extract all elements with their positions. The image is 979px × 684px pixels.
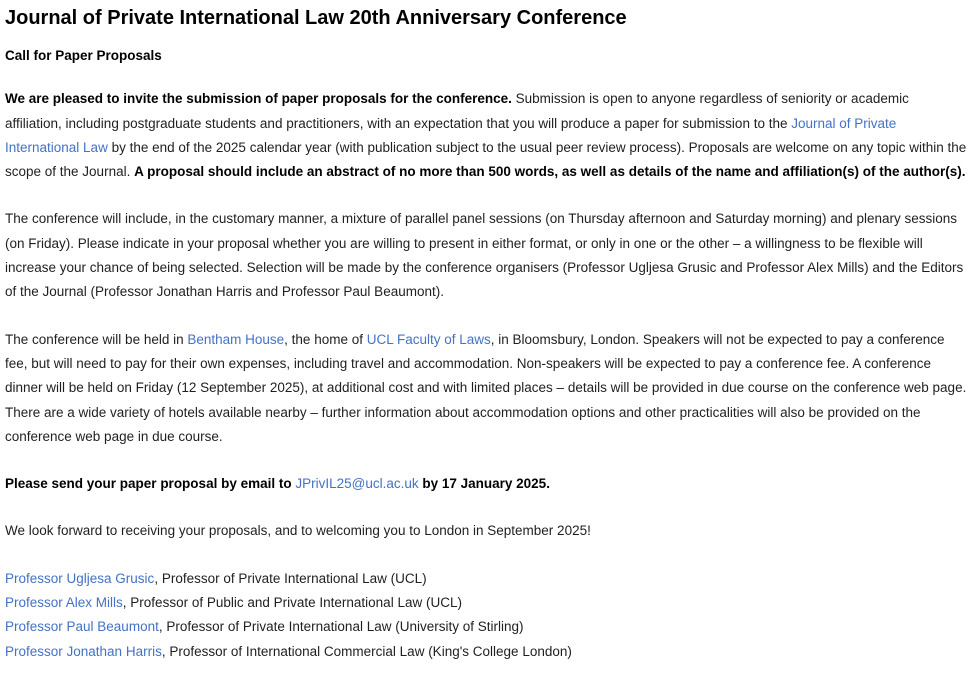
call-for-proposals-heading: Call for Paper Proposals xyxy=(5,48,162,63)
bold-text: We are pleased to invite the submission of paper proposals for the conference. xyxy=(5,91,512,107)
journal-link[interactable]: Journal of Private International Law xyxy=(5,115,897,155)
harris-profile-link[interactable]: Professor Jonathan Harris xyxy=(5,643,162,659)
page-title: Journal of Private International Law 20th Anniversary Conference xyxy=(5,7,627,29)
bold-text: A proposal should include an abstract of no more than 500 words, as well as details of the name and affiliation(s) of the author(s). xyxy=(134,164,966,180)
signature-line xyxy=(5,567,967,591)
body-text: , in Bloomsbury, London. Speakers will not be expected to pay a conference fee, but will need to pay for their own expenses, including travel and accommodation. Non-speakers will be expected to pay a conference fee. A conference dinner will be held on Friday (12 September 2025), at additional cost and with limited places – details will be provided in due course on the conference web page. There are a wide variety of hotels available nearby – further information about accommodation options and other practicalities will also be provided on the conference web page in due course. xyxy=(5,331,967,444)
body-text: , Professor of Public and Private International Law (UCL) xyxy=(122,595,462,611)
body-text: , Professor of Private International Law (UCL) xyxy=(154,570,427,586)
mills-profile-link[interactable]: Professor Alex Mills xyxy=(5,595,123,611)
intro-paragraph xyxy=(5,87,967,184)
body-text: , the home of xyxy=(284,331,367,347)
body-text: by the end of the 2025 calendar year (with publication subject to the usual peer review process). Proposals are welcome on any topic within the scope of the Journal. xyxy=(5,139,967,180)
closing-paragraph xyxy=(5,519,967,543)
body-text: Submission is open to anyone regardless of seniority or academic affiliation, including postgraduate students and practitioners, with an expectation that you will produce a paper for submission to the xyxy=(5,91,909,131)
body-text: The conference will be held in xyxy=(5,331,188,347)
venue-paragraph xyxy=(5,328,967,449)
bold-text: Please send your paper proposal by email to xyxy=(5,476,296,492)
email-link[interactable]: JPrivIL25@ucl.ac.uk xyxy=(295,476,419,492)
body-text: We look forward to receiving your proposals, and to welcoming you to London in September 2025! xyxy=(5,523,591,539)
body-text: The conference will include, in the customary manner, a mixture of parallel panel sessions (on Thursday afternoon and Saturday morning) and plenary sessions (on Friday). Please indicate in your proposal whether you are willing to present in either format, or only in one or the other – a willingness to be flexible will increase your chance of being selected. Selection will be made by the conference organisers (Professor Ugljesa Grusic and Professor Alex Mills) and the Editors of the Journal (Professor Jonathan Harris and Professor Paul Beaumont). xyxy=(5,211,964,300)
format-paragraph xyxy=(5,207,967,304)
bentham-house-link[interactable]: Bentham House xyxy=(187,331,285,347)
submission-deadline-paragraph xyxy=(5,472,967,496)
bold-text: by 17 January 2025. xyxy=(418,476,550,492)
beaumont-profile-link[interactable]: Professor Paul Beaumont xyxy=(5,619,159,635)
signature-line xyxy=(5,615,967,639)
signature-line xyxy=(5,591,967,615)
organisers-signature-block xyxy=(5,567,967,664)
body-text: , Professor of International Commercial Law (King's College London) xyxy=(161,643,572,659)
body-text: , Professor of Private International Law (University of Stirling) xyxy=(158,619,524,635)
grusic-profile-link[interactable]: Professor Ugljesa Grusic xyxy=(5,570,155,586)
signature-line xyxy=(5,640,967,664)
ucl-faculty-of-laws-link[interactable]: UCL Faculty of Laws xyxy=(366,331,491,347)
